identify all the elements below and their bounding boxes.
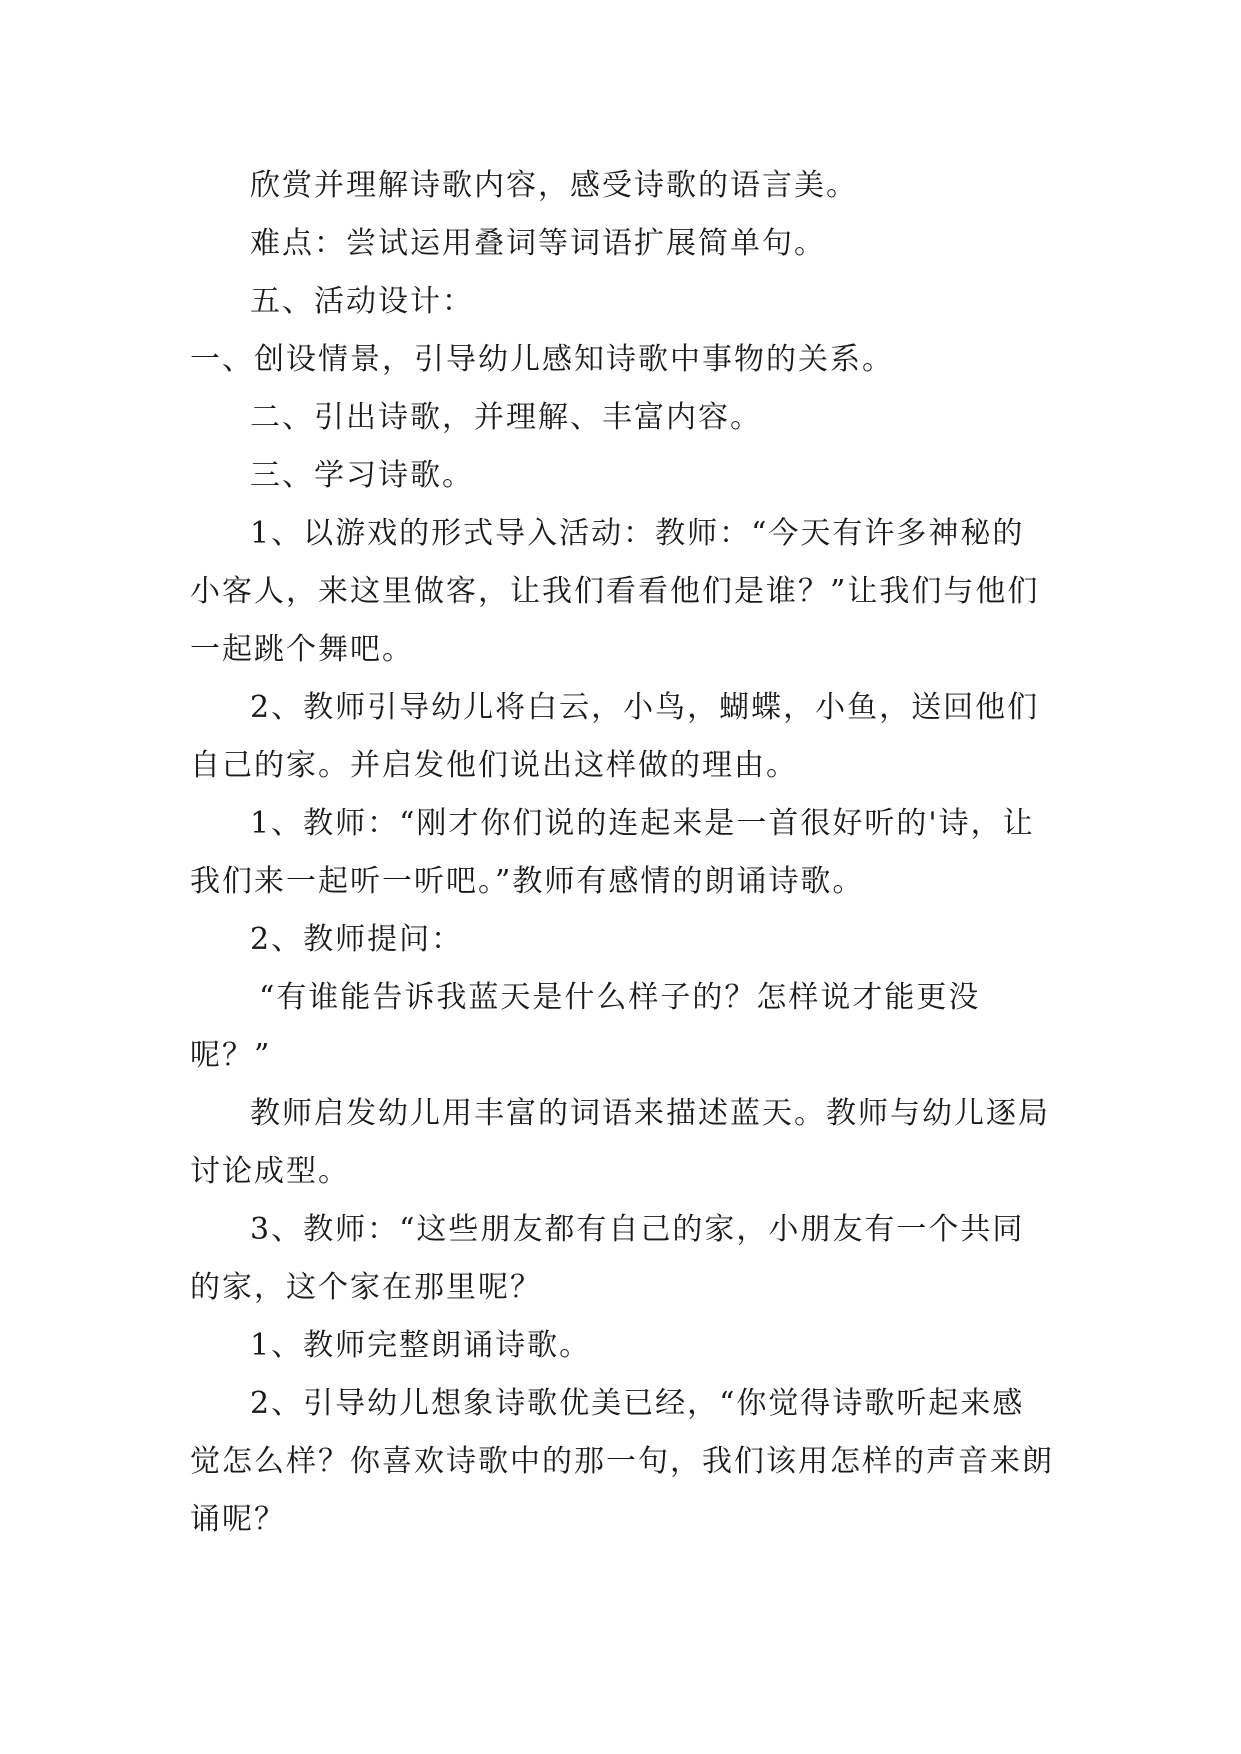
paragraph-8: 2、教师引导幼儿将白云，小鸟，蝴蝶，小鱼，送回他们自己的家。并启发他们说出这样做的理由。 [190,690,1040,783]
paragraph-10: 2、教师提问： [250,922,464,957]
paragraph-5: 二、引出诗歌，并理解、丰富内容。 [250,400,762,435]
paragraph-12: 教师启发幼儿用丰富的词语来描述蓝天。教师与幼儿逐局讨论成型。 [190,1096,1050,1189]
paragraph-1: 欣赏并理解诗歌内容，感受诗歌的语言美。 [250,168,858,203]
paragraph-13: 3、教师：“这些朋友都有自己的家，小朋友有一个共同的家，这个家在那里呢？ [190,1212,1025,1305]
paragraph-7: 1、以游戏的形式导入活动：教师：“今天有许多神秘的小客人，来这里做客，让我们看看他们是谁？”让我们与他们一起跳个舞吧。 [190,516,1040,667]
paragraph-3: 五、活动设计： [250,284,474,319]
paragraph-11: “有谁能告诉我蓝天是什么样子的？怎样说才能更没呢？” [190,980,981,1073]
paragraph-6: 三、学习诗歌。 [250,458,474,493]
paragraph-2: 难点：尝试运用叠词等词语扩展简单句。 [250,226,826,261]
paragraph-9: 1、教师：“刚才你们说的连起来是一首很好听的'诗，让我们来一起听一听吧。”教师有感情的朗诵诗歌。 [190,806,1035,899]
paragraph-14: 1、教师完整朗诵诗歌。 [250,1328,592,1363]
paragraph-4: 一、创设情景，引导幼儿感知诗歌中事物的关系。 [190,342,894,377]
paragraph-15: 2、引导幼儿想象诗歌优美已经，“你觉得诗歌听起来感觉怎么样？你喜欢诗歌中的那一句，我们该用怎样的声音来朗诵呢？ [190,1386,1054,1537]
document-body [190,157,1056,1549]
